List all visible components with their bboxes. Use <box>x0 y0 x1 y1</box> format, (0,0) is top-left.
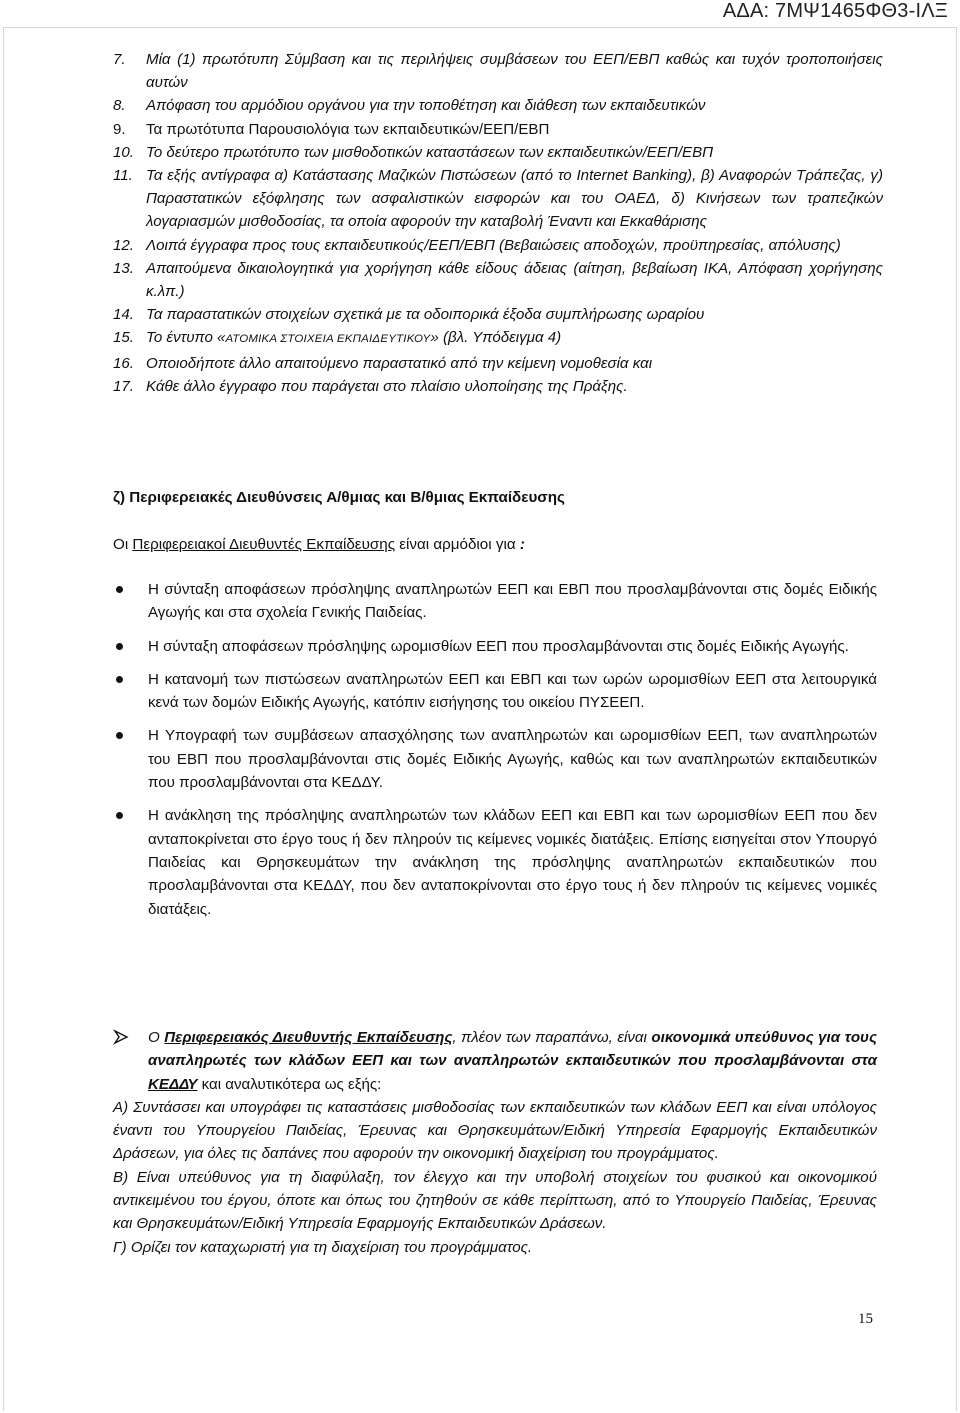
list-item <box>113 303 883 326</box>
arrow-bullet-svg <box>113 1029 129 1045</box>
bullet-item <box>113 668 877 715</box>
bullet-text: Η σύνταξη αποφάσεων πρόσληψης αναπληρωτών ΕΕΠ και ΕΒΠ που προσλαμβάνονται στις δομές Ειδικής Αγωγής και στα σχολεία Γενικής Παιδείας. <box>148 581 877 622</box>
intro-suffix: είναι αρμόδιοι για <box>395 536 520 553</box>
bullet-dot-icon <box>113 804 148 920</box>
bullet-item <box>113 578 877 625</box>
bullet-item <box>113 804 877 920</box>
list-item-number: 8. <box>113 97 126 115</box>
list-item-text: Οποιοδήποτε άλλο απαιτούμενο παραστατικό από την κείμενη νομοθεσία και <box>146 354 653 372</box>
list-item-number: 10. <box>113 143 134 161</box>
list-item-number: 12. <box>113 236 134 254</box>
page-number: 15 <box>858 1311 873 1327</box>
page-frame-left <box>3 27 4 1411</box>
list-item <box>113 257 883 303</box>
list-item <box>113 234 883 257</box>
list-item <box>113 118 883 141</box>
responsibility-text: , πλέον των παραπάνω, είναι <box>452 1029 652 1046</box>
bullet-dot-icon <box>113 724 148 794</box>
responsibility-emphasis: οικονομικά υπεύθυνος για τους αναπληρωτές των κλάδων ΕΕΠ και των αναπληρωτών εκπαιδευτικών που προσλαμβάνονται στα <box>148 1029 878 1070</box>
list-item-text: Κάθε άλλο έγγραφο που παράγεται στο πλαίσιο υλοποίησης της Πράξης. <box>146 377 628 395</box>
list-item-text: Λοιπά έγγραφα προς τους εκπαιδευτικούς/ΕΕΠ/ΕΒΠ (Βεβαιώσεις αποδοχών, προϋπηρεσίας, απόλυσης) <box>146 236 841 254</box>
list-item-number: 9. <box>113 120 126 138</box>
list-item-number: 17. <box>113 377 134 395</box>
responsibility-intro <box>113 1026 877 1096</box>
intro-prefix: Οι <box>113 536 133 553</box>
arrow-bullet-icon <box>113 1026 148 1096</box>
form-reference-prefix: Το έντυπο « <box>146 329 226 347</box>
financial-responsibility-block <box>113 1026 877 1259</box>
bullet-text: Η κατανομή των πιστώσεων αναπληρωτών ΕΕΠ και ΕΒΠ και των ωρών ωρομισθίων ΕΕΠ στα λειτουργικά κενά των δομών Ειδικής Αγωγής, κατόπιν εισήγησης του οικείου ΠΥΣΕΕΠ. <box>148 670 877 712</box>
intro-colon: : <box>519 536 525 553</box>
responsibility-item-c: Γ) Ορίζει τον καταχωριστή για τη διαχείριση του προγράμματος. <box>113 1238 533 1256</box>
responsibilities-bullet-list <box>113 578 877 931</box>
list-item-text: Μία (1) πρωτότυπη Σύμβαση και τις περιλήψεις συμβάσεων του ΕΕΠ/ΕΒΠ καθώς και τυχόν τροποποιήσεις αυτών <box>146 51 883 92</box>
bullet-dot-icon <box>113 635 148 658</box>
form-title-small-caps: ΑΤΟΜΙΚΑ ΣΤΟΙΧΕΙΑ ΕΚΠΑΙΔΕΥΤΙΚΟΥ <box>225 333 431 346</box>
list-item-number: 14. <box>113 306 134 324</box>
responsibility-subject: Περιφερειακός Διευθυντής Εκπαίδευσης <box>164 1029 453 1046</box>
list-item-text: Απόφαση του αρμόδιου οργάνου για την τοποθέτηση και διάθεση των εκπαιδευτικών <box>146 97 706 115</box>
bullet-item <box>113 724 877 794</box>
responsibility-emphasis-underlined: ΚΕΔΔΥ <box>148 1075 198 1093</box>
list-item-number: 11. <box>113 167 133 185</box>
bullet-text: Η Υπογραφή των συμβάσεων απασχόλησης των αναπληρωτών και ωρομισθίων ΕΕΠ, των αναπληρωτών του ΕΒΠ που προσλαμβάνονται στις δομές Ειδικής Αγωγής, καθώς και των αναπληρωτών εκπαιδευτικών που προσλαμβάνονται στα ΚΕΔΔΥ. <box>148 727 877 792</box>
intro-underlined-subject: Περιφερειακοί Διευθυντές Εκπαίδευσης <box>132 536 396 553</box>
list-item <box>113 48 883 94</box>
section-intro <box>113 536 525 553</box>
responsibility-item-b: Β) Είναι υπεύθυνος για τη διαφύλαξη, τον έλεγχο και την υποβολή στοιχείων του φυσικού και οικονομικού αντικειμένου του έργου, όποτε και όπως του ζητηθούν σε κάθε περίπτωση, από το Υπουργείο Παιδείας, Έρευνας και Θρησκευμάτων/Ειδική Υπηρεσία Εφαρμογής Εκπαιδευτικών Δράσεων. <box>113 1168 877 1233</box>
ada-code: ΑΔΑ: 7ΜΨ1465ΦΘ3-ΙΛΞ <box>722 0 948 22</box>
bullet-text: Η ανάκληση της πρόσληψης αναπληρωτών των κλάδων ΕΕΠ και ΕΒΠ και των ωρομισθίων ΕΕΠ που δεν ανταποκρίνεται στο έργο τους ή δεν πληρούν τις κείμενες νομικές διατάξεις. Επίσης εισηγείται στον Υπουργό Παιδείας και Θρησκευμάτων την ανάκληση της πρόσληψης αναπληρωτών εκπαιδευτικών που προσλαμβάνονται στα ΚΕΔΔΥ, που δεν ανταποκρίνονται στο έργο τους ή δεν πληρούν τις κείμενες νομικές διατάξεις. <box>148 807 877 918</box>
responsibility-item-a: Α) Συντάσσει και υπογράφει τις καταστάσεις μισθοδοσίας των εκπαιδευτικών των κλάδων ΕΕΠ και είναι υπόλογος έναντι του Υπουργείου Παιδείας, Έρευνας και Θρησκευμάτων/Ειδική Υπηρεσία Εφαρμογής Εκπαιδευτικών Δράσεων, για όλες τις δαπάνες που αφορούν την οικονομική διαχείριση του προγράμματος. <box>113 1098 877 1163</box>
bullet-text: Η σύνταξη αποφάσεων πρόσληψης ωρομισθίων ΕΕΠ που προσλαμβάνονται στις δομές Ειδικής Αγωγής. <box>148 637 849 655</box>
list-item-number: 15. <box>113 329 134 347</box>
list-item-text: Τα πρωτότυπα Παρουσιολόγια των εκπαιδευτικών/ΕΕΠ/ΕΒΠ <box>146 120 550 138</box>
form-reference-suffix: » (βλ. Υπόδειγμα 4) <box>430 329 562 347</box>
responsibility-text: και αναλυτικότερα ως εξής: <box>197 1075 382 1093</box>
bullet-dot-icon <box>113 668 148 715</box>
list-item <box>113 164 883 234</box>
list-item <box>113 375 883 398</box>
page-frame-right <box>956 27 957 1411</box>
list-item-number: 7. <box>113 51 126 68</box>
numbered-list <box>113 48 883 398</box>
list-item-text <box>146 326 883 351</box>
list-item <box>113 352 883 375</box>
list-item-text: Το δεύτερο πρωτότυπο των μισθοδοτικών καταστάσεων των εκπαιδευτικών/ΕΕΠ/ΕΒΠ <box>146 143 714 161</box>
list-item-text: Τα εξής αντίγραφα α) Κατάστασης Μαζικών Πιστώσεων (από το Internet Banking), β) Αναφορών Τράπεζας, γ) Παραστατικών εξόφλησης των ασφαλιστικών εισφορών και του ΟΑΕΔ, δ) Κινήσεων των τραπεζικών λογαριασμών μισθοδοσίας, τα οποία αφορούν την καταβολή Έναντι και Εκκαθάρισης <box>146 167 883 231</box>
responsibility-text: Ο <box>148 1029 165 1046</box>
page-frame-top <box>3 27 957 28</box>
section-heading: ζ) Περιφερειακές Διευθύνσεις Α/θμιας και Β/θμιας Εκπαίδευσης <box>113 489 565 506</box>
list-item-number: 16. <box>113 354 134 372</box>
list-item-number: 13. <box>113 259 134 277</box>
list-item-text: Απαιτούμενα δικαιολογητικά για χορήγηση κάθε είδους άδειας (αίτηση, βεβαίωση ΙΚΑ, Απόφαση χορήγησης κ.λπ.) <box>146 259 883 301</box>
list-item-text: Τα παραστατικών στοιχείων σχετικά με τα οδοιπορικά έξοδα συμπλήρωσης ωραρίου <box>146 306 705 324</box>
bullet-item <box>113 635 877 658</box>
list-item <box>113 326 883 351</box>
list-item <box>113 141 883 164</box>
list-item <box>113 94 883 117</box>
bullet-dot-icon <box>113 578 148 625</box>
